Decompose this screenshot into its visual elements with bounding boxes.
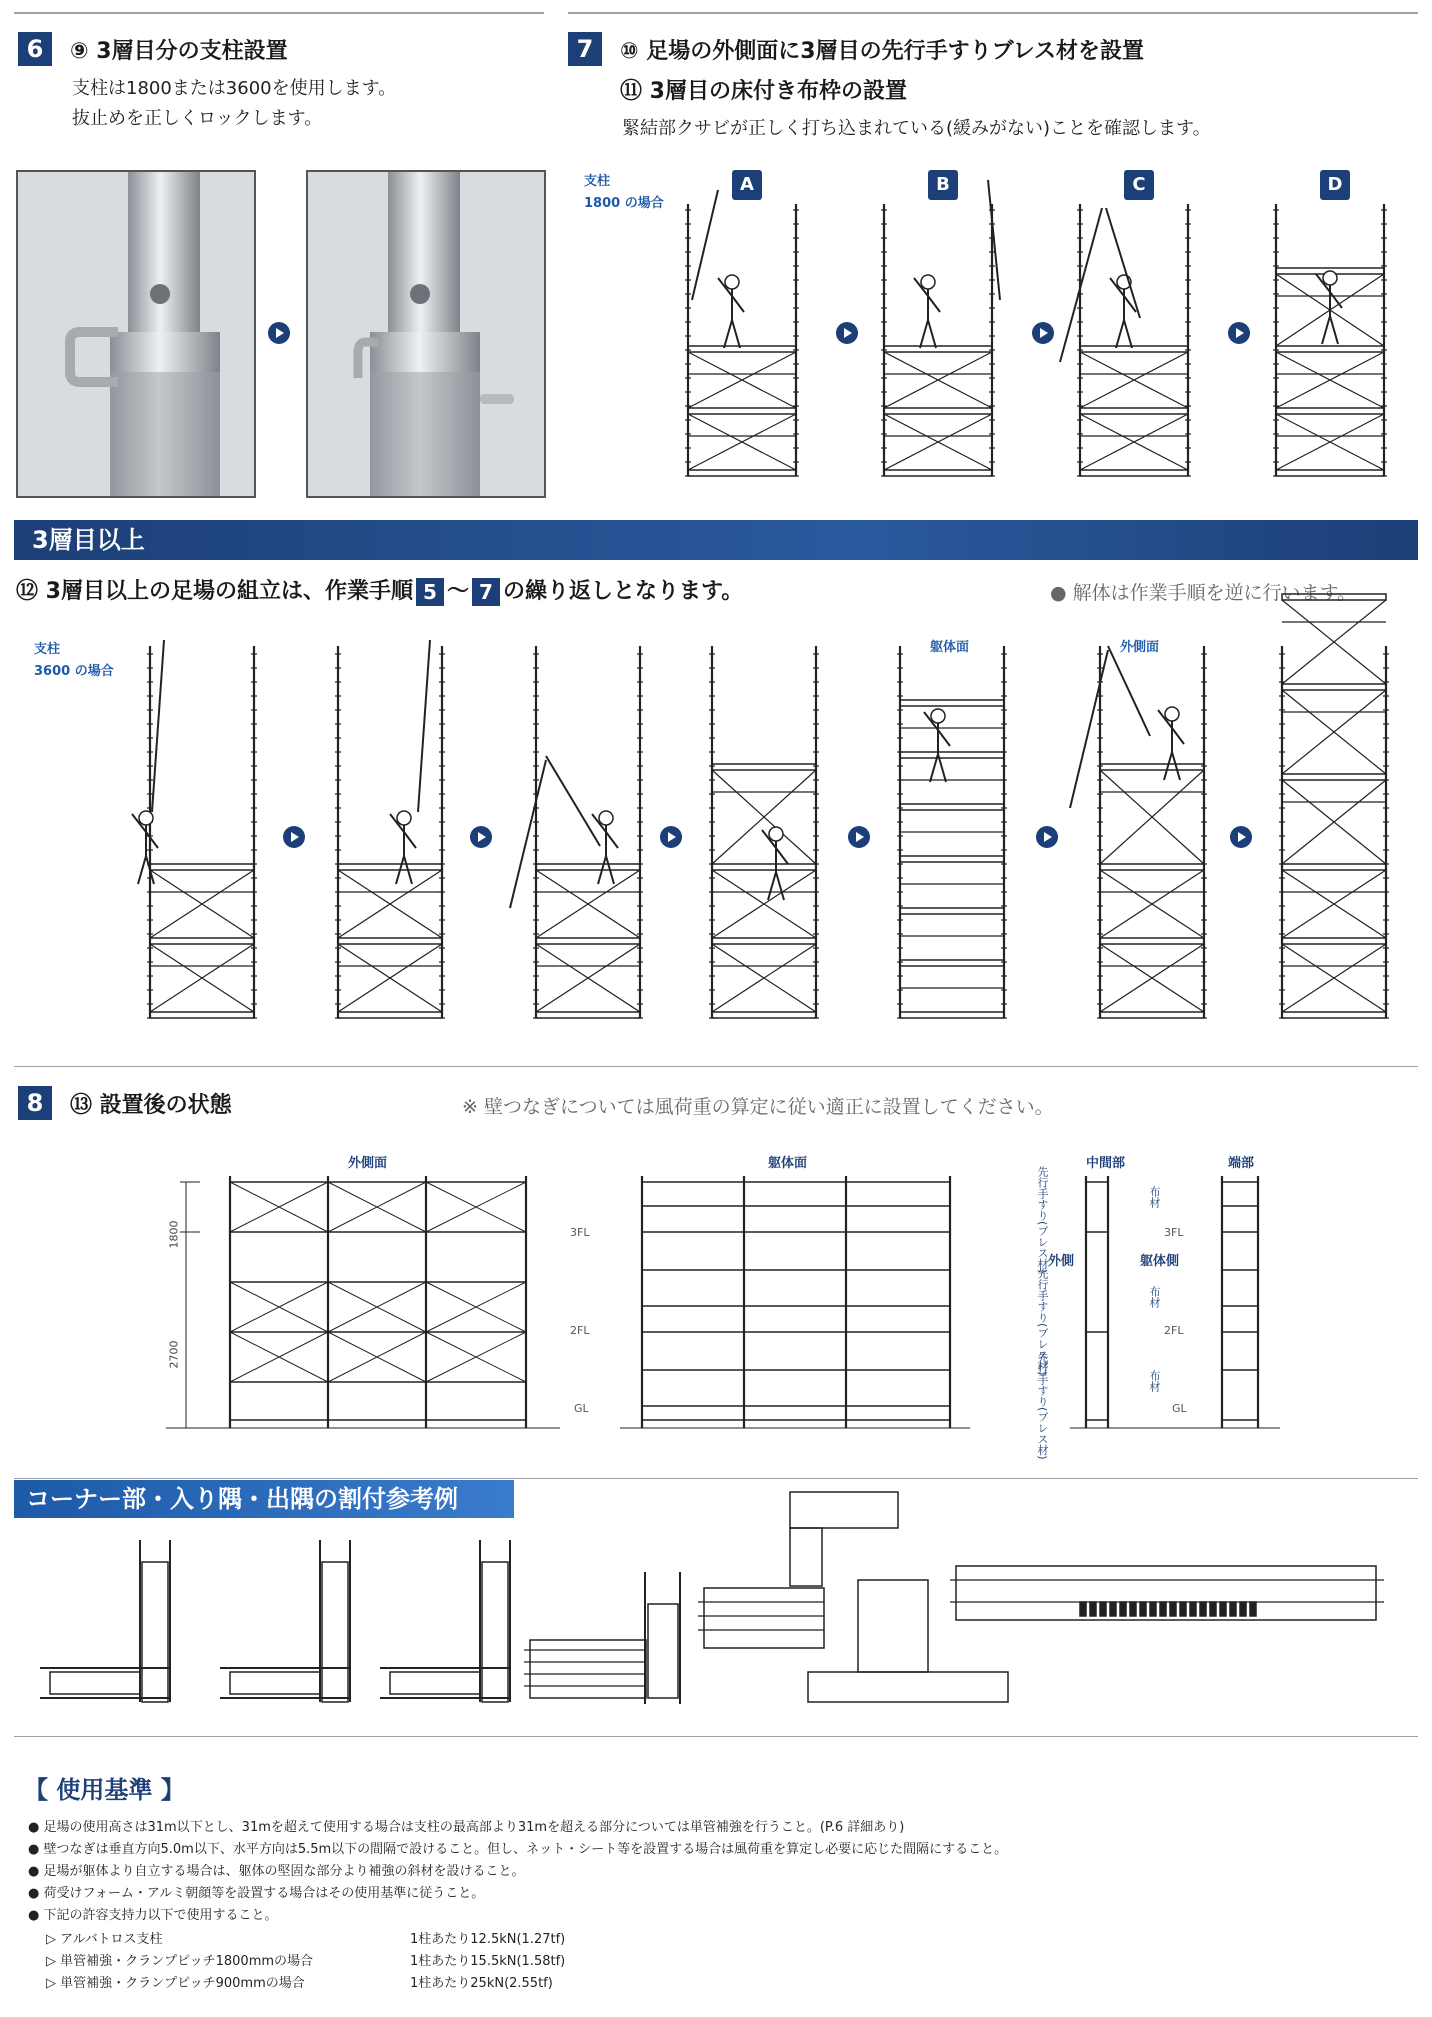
corner-plan-mesh [1190,1602,1196,1616]
corner-plan-plank [530,1640,646,1698]
section7-title2: ⑪ 3層目の床付き布枠の設置 [620,79,907,104]
label-2fl: 2FL [570,1324,590,1337]
section12-title-post: の繰り返しとなります。 [502,579,744,604]
section7-label-support: 支柱 [584,174,611,189]
brace-text-1: 先行手すり(ブレス材) [1036,1166,1049,1274]
corner-plan-plank [390,1672,480,1694]
dim-1800: 1800 [167,1220,181,1249]
corner-plan-mesh [1180,1602,1186,1616]
corner-plan-mesh [1160,1602,1166,1616]
corner-plan-plank [482,1562,508,1702]
load-value-2: 1柱あたり15.5kN(1.58tf) [410,1954,566,1969]
corner-plan-mesh [1170,1602,1176,1616]
load-value-1: 1柱あたり12.5kN(1.27tf) [410,1932,566,1947]
corner-plan-plank [142,1562,168,1702]
nuno-text-2: 布材 [1148,1286,1161,1308]
label-3fl: 3FL [570,1226,590,1239]
corner-title: コーナー部・入り隅・出隅の割付参考例 [26,1485,458,1513]
step-badge-a: A [732,170,762,200]
label-3fl-side: 3FL [1164,1226,1184,1239]
corner-plan-plank [790,1492,898,1528]
band-title: 3層目以上 [32,526,145,554]
load-name-2: ▷ 単管補強・クランプピッチ1800mmの場合 [46,1954,314,1969]
wall-tie-note: ※ 壁つなぎについては風荷重の算定に従い適正に設置してください。 [462,1096,1054,1118]
section7-desc: 緊結部クサビが正しく打ち込まれている(緩みがない)ことを確認します。 [622,118,1211,139]
criteria-item-1: ● 足場の使用高さは31m以下とし、31mを超えて使用する場合は支柱の最高部より31mを超える部分については単管補強を行うこと。(P.6 詳細あり) [28,1820,905,1835]
step-ref-7: 7 [472,578,500,606]
dismantle-note: ● 解体は作業手順を逆に行います。 [1050,582,1357,604]
corner-plan-mesh [1100,1602,1106,1616]
tilde: ～ [446,579,469,604]
section6-desc2: 抜止めを正しくロックします。 [72,108,323,129]
section6-desc1: 支柱は1800または3600を使用します。 [72,78,397,99]
criteria-item-2: ● 壁つなぎは垂直方向5.0m以下、水平方向は5.5m以下の間隔で設けること。但し、ネット・シート等を設置する場合は風荷重を算定し必要に応じた間隔にすること。 [28,1842,1008,1857]
section8-title: ⑬ 設置後の状態 [70,1093,232,1118]
corner-plan-mesh [1200,1602,1206,1616]
corner-plan-mesh [1090,1602,1096,1616]
label-outer-side: 外側 [1048,1254,1075,1269]
corner-plan-plank [790,1528,822,1586]
corner-plan-plank [858,1580,928,1672]
corner-plan-plank [50,1672,140,1694]
nuno-text-1: 布材 [1148,1186,1161,1208]
label-gl: GL [574,1402,589,1415]
dim-2700: 2700 [167,1340,181,1369]
step-ref-5: 5 [416,578,444,606]
load-name-1: ▷ アルバトロス支柱 [46,1932,163,1947]
section6-title: ⑨ 3層目分の支柱設置 [70,39,288,64]
corner-plan-mesh [1120,1602,1126,1616]
criteria-item-3: ● 足場が躯体より自立する場合は、躯体の堅固な部分より補強の斜材を設けること。 [28,1864,525,1879]
corner-plan-plank [648,1604,678,1698]
body-face-label: 躯体面 [768,1156,808,1171]
corner-plan-mesh [1110,1602,1116,1616]
step-number-8: 8 [18,1086,52,1120]
corner-plan-mesh [1230,1602,1236,1616]
corner-plan-mesh [1250,1602,1256,1616]
step-badge-d: D [1320,170,1350,200]
section7-title1: ⑩ 足場の外側面に3層目の先行手すりブレス材を設置 [620,39,1145,64]
step-number-6: 6 [18,32,52,66]
section12-label-support: 支柱 [34,642,61,657]
criteria-item-4: ● 荷受けフォーム・アルミ朝顔等を設置する場合はその使用基準に従うこと。 [28,1886,485,1901]
brace-text-3: 先行手すり(ブレス材) [1036,1352,1049,1460]
step-badge-b: B [928,170,958,200]
corner-bottom-rule [14,1736,1418,1737]
end-part-label: 端部 [1228,1156,1255,1171]
corner-plan-mesh [1140,1602,1146,1616]
nuno-text-3: 布材 [1148,1370,1161,1392]
corner-plan-mesh [1130,1602,1136,1616]
section12-label-3600: 3600 の場合 [34,664,114,679]
corner-plan-mesh [1240,1602,1246,1616]
middle-part-label: 中間部 [1086,1156,1126,1171]
load-value-3: 1柱あたり25kN(2.55tf) [410,1976,553,1991]
label-2fl-side: 2FL [1164,1324,1184,1337]
criteria-title: 【 使用基準 】 [24,1776,185,1804]
outer-face-label: 外側面 [348,1156,388,1171]
corner-plan-mesh [1220,1602,1226,1616]
step-number-7: 7 [568,32,602,66]
label-gl-side: GL [1172,1402,1187,1415]
criteria-item-5: ● 下記の許容支持力以下で使用すること。 [28,1908,278,1923]
corner-plan-mesh [1210,1602,1216,1616]
corner-plan-mesh [1080,1602,1086,1616]
section12-title-pre: ⑫ 3層目以上の足場の組立は、作業手順 [16,579,413,604]
section12-label-kutai: 躯体面 [930,640,970,655]
step-badge-c: C [1124,170,1154,200]
corner-plan-mesh [1150,1602,1156,1616]
section7-label-1800: 1800 の場合 [584,196,664,211]
section12-label-gaisoku: 外側面 [1120,640,1160,655]
corner-plan-plank [230,1672,320,1694]
brace-text-2: 先行手すり(ブレス材) [1036,1268,1049,1376]
label-body-side: 躯体側 [1140,1254,1180,1269]
corner-plan-plank [808,1672,1008,1702]
load-name-3: ▷ 単管補強・クランプピッチ900mmの場合 [46,1976,305,1991]
corner-plan-plank [704,1588,824,1648]
corner-plan-plank [322,1562,348,1702]
